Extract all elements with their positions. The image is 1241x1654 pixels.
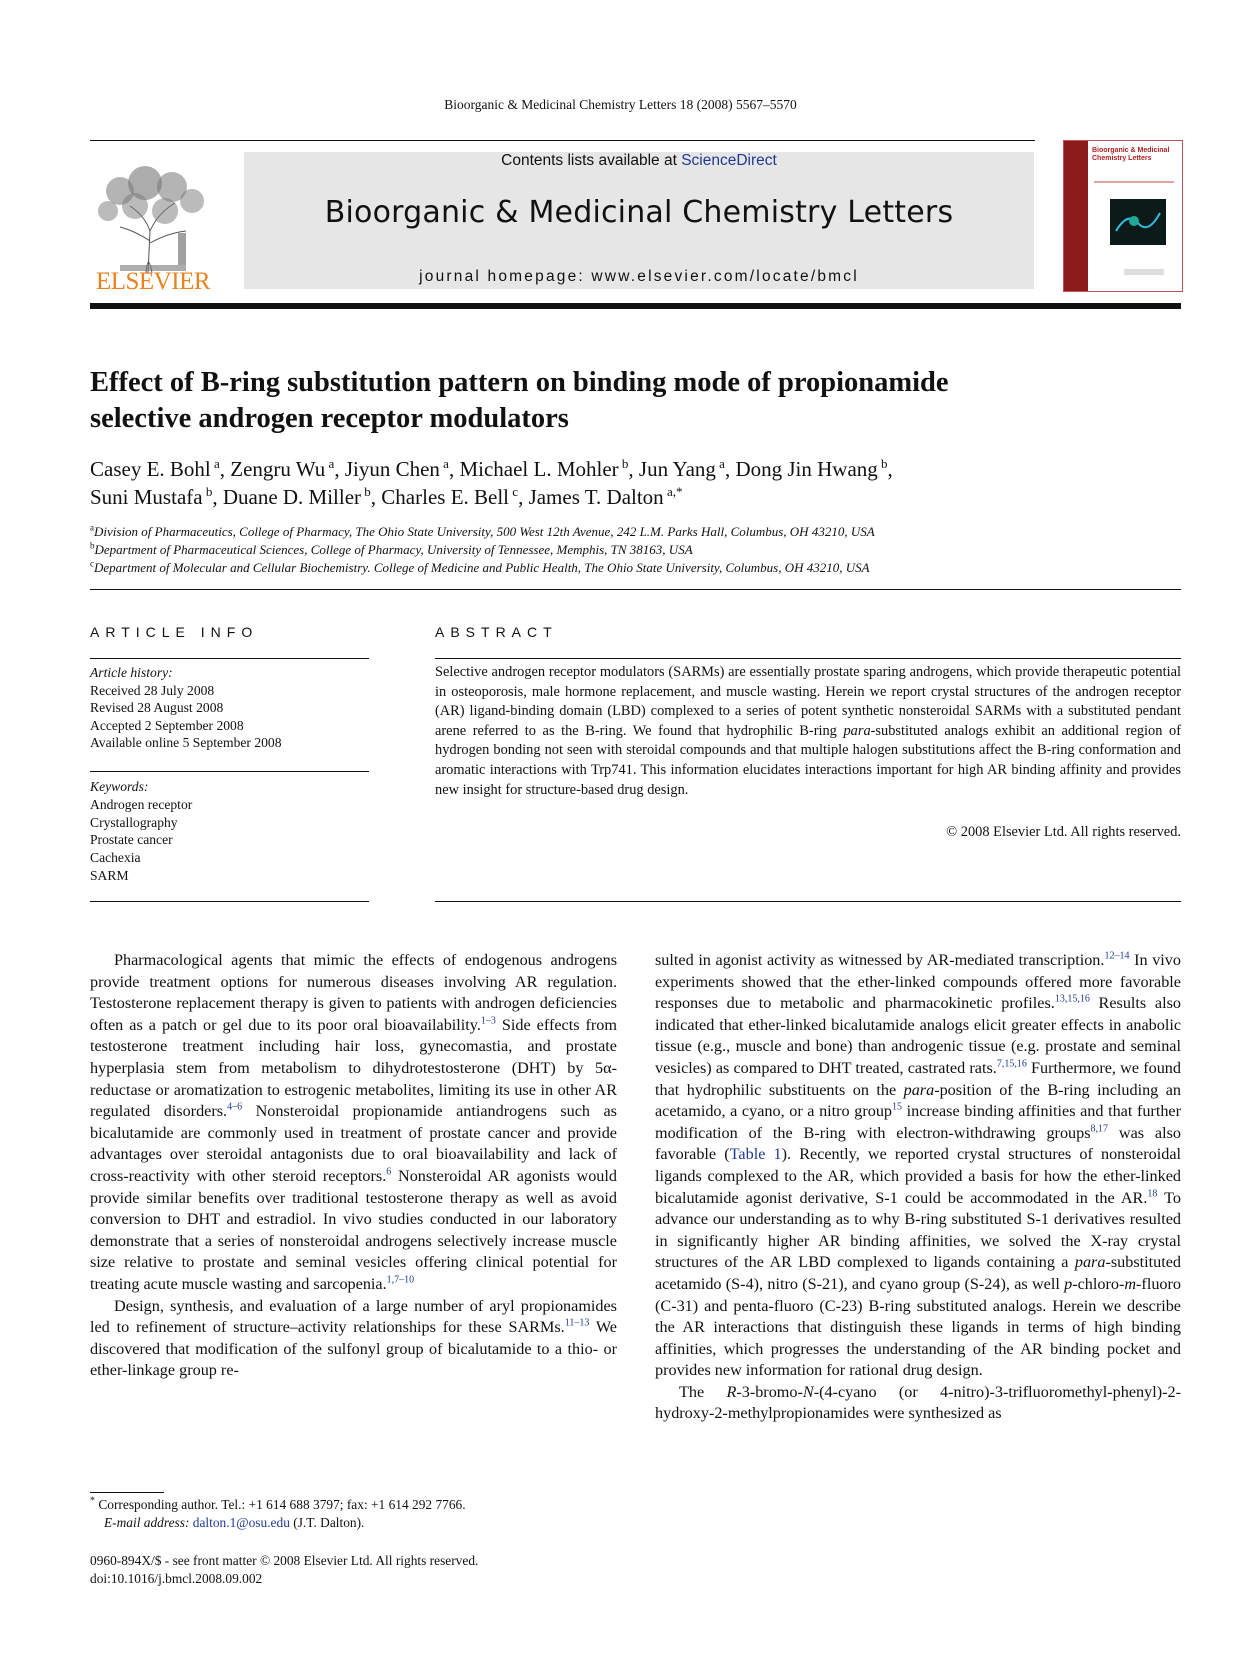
- issn-line: 0960-894X/$ - see front matter © 2008 Elsevier Ltd. All rights reserved.: [90, 1553, 479, 1568]
- body-text: Side effects from testosterone treatment including hair loss, gynecomastia, and prostate hyperplasia stem from metabolism to dihydrotestosterone (DHT) by 5α-reductase or aromatization to estrogenic metabolites, limiting its use in other AR regulated disorders.: [90, 1015, 617, 1121]
- history-list: [90, 682, 369, 752]
- article-title-line1: Effect of B-ring substitution pattern on binding mode of propionamide: [90, 367, 949, 398]
- affiliation-rule: [90, 589, 1181, 590]
- author-name: Duane D. Miller: [222, 485, 362, 509]
- sciencedirect-link[interactable]: ScienceDirect: [681, 152, 777, 169]
- citation-link[interactable]: 1,7–10: [386, 1274, 415, 1286]
- contents-line: [244, 152, 1034, 170]
- affiliation: [90, 523, 1190, 541]
- citation-link[interactable]: 12–14: [1104, 950, 1130, 962]
- keywords-list: [90, 796, 369, 885]
- article-info-rule: [90, 658, 369, 659]
- affiliation-text: Department of Pharmaceutical Sciences, College of Pharmacy, University of Tennessee, Memphis, TN 38163, USA: [94, 542, 693, 557]
- abstract-text: [435, 663, 1181, 800]
- body-text: -position of the B-ring including an acetamido, a cyano, or a nitro group: [655, 1080, 1181, 1121]
- email-label: E-mail address:: [104, 1514, 193, 1530]
- affiliation: [90, 559, 1190, 577]
- contents-prefix: Contents lists available at: [501, 152, 682, 169]
- history-item: Accepted 2 September 2008: [90, 717, 244, 733]
- body-text: -(4-cyano (or 4-nitro)-3-trifluoromethyl-phenyl)-2-hydroxy-2-methylpropionamides were synthesized as: [655, 1382, 1181, 1423]
- citation-link[interactable]: 15: [892, 1101, 903, 1113]
- body-text: Furthermore, we found that hydrophilic substituents on the: [655, 1058, 1181, 1099]
- citation-link[interactable]: 1–3: [480, 1015, 496, 1027]
- header-thick-rule: [90, 303, 1181, 309]
- affiliation-list: [90, 523, 1190, 577]
- citation-link[interactable]: 8,17: [1090, 1123, 1109, 1135]
- abstract-copyright: © 2008 Elsevier Ltd. All rights reserved.: [946, 824, 1181, 840]
- abstract-part-b: -substituted analogs exhibit an additional region of hydrogen bonding not seen with steroidal compounds and that multiple halogen substitutions affect the B-ring conformation and aromatic interactions with Trp741. This information elucidates interactions important for high AR binding affinity and provides new insight for structure-based drug design.: [435, 722, 1181, 798]
- keyword-item: Androgen receptor: [90, 796, 193, 812]
- affiliation-text: Division of Pharmaceutics, College of Pharmacy, The Ohio State University, 500 West 12th Avenue, 242 L.M. Parks Hall, Columbus, OH 43210, USA: [94, 524, 875, 539]
- body-text: Nonsteroidal AR agonists would provide similar benefits over traditional testosterone therapy as well as avoid conversion to DHT and estradiol. In vivo studies conducted in our laboratory demonstrate that a series of nonsteroidal androgens selectively increase muscle size relative to prostate and seminal vesicles offering clinical potential for treating acute muscle wasting and sarcopenia.: [90, 1166, 617, 1293]
- journal-cover-thumbnail: [1063, 140, 1183, 292]
- author-name: Suni Mustafa: [90, 485, 203, 509]
- journal-citation: Bioorganic & Medicinal Chemistry Letters 18 (2008) 5567–5570: [444, 97, 797, 112]
- journal-homepage[interactable]: journal homepage: www.elsevier.com/locate/bmcl: [419, 268, 859, 285]
- author-name: Michael L. Mohler: [459, 457, 619, 481]
- history-item: Available online 5 September 2008: [90, 735, 282, 750]
- author-name: Jiyun Chen: [344, 457, 440, 481]
- citation-link[interactable]: 6: [386, 1166, 392, 1178]
- abstract-part-a: Selective androgen receptor modulators (SARMs) are essentially prostate sparing androgens, which provide therapeutic potential in osteoporosis, male hormone replacement, and muscle wasting. Herein we report crystal structures of the androgen receptor (AR) ligand-binding domain (LBD) complexed to a series of potent synthetic nonsteroidal SARMs with a substituted pendant arene referred to as the B-ring. We found that hydrophilic B-ring: [435, 664, 1181, 739]
- author-name: Zengru Wu: [230, 457, 326, 481]
- citation-link[interactable]: 13,15,16: [1054, 993, 1090, 1005]
- keyword-item: Prostate cancer: [90, 832, 173, 848]
- author-separator: ,: [887, 457, 893, 481]
- author-name: Jun Yang: [638, 457, 716, 481]
- author-affiliation-mark: b: [361, 484, 371, 499]
- affiliation-mark: c: [90, 558, 94, 569]
- body-text: Design, synthesis, and evaluation of a large number of aryl propionamides led to refinement of structure–activity relationships for these SARMs.: [90, 1296, 617, 1337]
- author-list: [90, 455, 1190, 511]
- email-link[interactable]: dalton.1@osu.edu: [192, 1514, 290, 1530]
- author-affiliation-mark: a: [715, 456, 725, 471]
- affiliation-mark: a: [90, 522, 94, 533]
- header-top-rule: [90, 140, 1035, 141]
- body-text: We discovered that modification of the sulfonyl group of bicalutamide to a thio- or ether-linkage group re-: [90, 1318, 617, 1380]
- italic-term: m: [1124, 1274, 1137, 1293]
- author-separator: ,: [212, 485, 223, 509]
- author-affiliation-mark: c: [509, 484, 519, 499]
- keywords-section: [90, 778, 369, 885]
- journal-banner: [244, 152, 1034, 289]
- italic-term: para: [903, 1080, 935, 1099]
- history-item: Revised 28 August 2008: [90, 700, 224, 715]
- body-text: -fluoro (C-31) and penta-fluoro (C-23) B-ring substituted analogs. Herein we describe the AR interactions that distinguish these ligands in terms of high binding affinities, which progresses the understanding of the AR binding pocket and provides new information for rational drug design.: [655, 1274, 1181, 1380]
- affiliation: [90, 541, 1190, 559]
- corresponding-text: Corresponding author. Tel.: +1 614 688 3797; fax: +1 614 292 7766.: [95, 1497, 466, 1512]
- email-suffix: (J.T. Dalton).: [289, 1514, 365, 1530]
- citation-link[interactable]: 18: [1147, 1188, 1158, 1200]
- author-name: Charles E. Bell: [381, 485, 510, 509]
- author-affiliation-mark: a: [210, 456, 220, 471]
- article-info-bottom-rule: [90, 901, 369, 902]
- citation-link[interactable]: 11–13: [564, 1317, 590, 1329]
- journal-name: Bioorganic & Medicinal Chemistry Letters: [324, 195, 954, 230]
- article-title: [90, 365, 1190, 437]
- journal-cover-art: [1064, 141, 1182, 291]
- history-item: Received 28 July 2008: [90, 682, 215, 698]
- body-paragraph: [90, 950, 617, 1296]
- body-paragraph: [655, 950, 1181, 1382]
- author-separator: ,: [219, 457, 231, 481]
- author-affiliation-mark: a: [439, 456, 449, 471]
- email-line: [90, 1514, 610, 1532]
- keywords-rule: [90, 771, 369, 772]
- body-text: -3-bromo-: [736, 1382, 803, 1401]
- table-reference-link[interactable]: Table 1: [729, 1145, 782, 1164]
- body-column-left: [90, 950, 617, 1382]
- author-separator: ,: [724, 457, 736, 481]
- italic-term: para: [1074, 1253, 1106, 1272]
- body-paragraph: [655, 1382, 1181, 1425]
- body-text: In vivo experiments showed that the ether-linked compounds offered more favorable responses due to metabolic and pharmacokinetic profiles.: [655, 951, 1181, 1013]
- article-info-heading: ARTICLE INFO: [90, 624, 259, 640]
- keyword-item: Cachexia: [90, 850, 141, 866]
- cover-title: Bioorganic & Medicinal Chemistry Letters: [1092, 147, 1170, 162]
- elsevier-wordmark: ELSEVIER: [95, 268, 211, 295]
- italic-term: p: [1064, 1274, 1073, 1293]
- body-text: Results also indicated that ether-linked bicalutamide analogs elicit greater effects in anabolic tissue (e.g., muscle and bone) than androgenic tissue (e.g. prostate and seminal vesicles) as compared to DHT treated, castrated rats.: [655, 994, 1182, 1077]
- author-separator: ,: [334, 457, 345, 481]
- body-text: increase binding affinities and that further modification of the B-ring with electron-withdrawing groups: [655, 1102, 1181, 1142]
- author-affiliation-mark: a,*: [663, 484, 683, 499]
- article-title-line2: selective androgen receptor modulators: [90, 403, 569, 434]
- author-name: James T. Dalton: [528, 485, 664, 509]
- author-affiliation-mark: b: [877, 456, 888, 471]
- citation-link[interactable]: 7,15,16: [996, 1058, 1027, 1070]
- front-matter-info: [90, 1552, 610, 1587]
- author-affiliation-mark: b: [202, 484, 213, 499]
- history-label: Article history:: [90, 665, 173, 680]
- italic-term: R: [726, 1382, 737, 1401]
- author-name: Dong Jin Hwang: [735, 457, 878, 481]
- author-separator: ,: [628, 457, 639, 481]
- corresponding-author: [90, 1496, 610, 1514]
- body-paragraph: [90, 1296, 617, 1382]
- author-affiliation-mark: a: [325, 456, 335, 471]
- author-separator: ,: [448, 457, 460, 481]
- keyword-item: SARM: [90, 867, 129, 883]
- abstract-italic: para: [843, 722, 871, 739]
- abstract-bottom-rule: [435, 901, 1181, 902]
- body-text: was also favorable (: [655, 1123, 1181, 1164]
- author-affiliation-mark: b: [618, 456, 629, 471]
- body-text: To advance our understanding as to why B-ring substituted S-1 derivatives resulted in significantly higher AR binding affinities, we solved the X-ray crystal structures of the AR LBD complexed to ligands containing a: [655, 1188, 1182, 1272]
- italic-term: N: [802, 1382, 814, 1401]
- body-text: The: [679, 1382, 727, 1401]
- author-separator: ,: [518, 485, 529, 509]
- body-text: ). Recently, we reported crystal structures of nonsteroidal ligands complexed to the AR, which provided a basis for how the ether-linked bicalutamide agonist derivative, S-1 could be accommodated in the AR.: [655, 1145, 1182, 1207]
- body-text: Nonsteroidal propionamide antiandrogens such as bicalutamide are commonly used in treatment of prostate cancer and provide advantages over steroidal antagonists due to oral bioavailability and lack of cross-reactivity with other steroid receptors.: [90, 1102, 617, 1185]
- corresponding-footnote: [90, 1496, 610, 1531]
- affiliation-text: Department of Molecular and Cellular Biochemistry. College of Medicine and Public Health, The Ohio State University, Columbus, OH 43210, USA: [94, 560, 870, 575]
- footnote-rule: [90, 1492, 164, 1493]
- abstract-rule: [435, 658, 1181, 659]
- author-separator: ,: [370, 485, 382, 509]
- abstract-heading: ABSTRACT: [435, 624, 558, 640]
- footnote-star: *: [90, 1495, 95, 1507]
- body-column-right: [655, 950, 1181, 1425]
- keywords-label: Keywords:: [90, 779, 149, 794]
- affiliation-mark: b: [90, 540, 95, 551]
- body-text: -substituted acetamido (S-4), nitro (S-21), and cyano group (S-24), as well: [655, 1253, 1181, 1293]
- body-text: -chloro-: [1072, 1274, 1125, 1293]
- article-history: [90, 664, 369, 752]
- doi-line[interactable]: doi:10.1016/j.bmcl.2008.09.002: [90, 1570, 263, 1586]
- body-text: Pharmacological agents that mimic the effects of endogenous androgens provide treatment options for numerous diseases involving AR regulation. Testosterone replacement therapy is given to patients with androgen deficiencies often as a patch or gel due to its poor oral bioavailability.: [90, 951, 617, 1034]
- keyword-item: Crystallography: [90, 814, 178, 830]
- body-text: sulted in agonist activity as witnessed by AR-mediated transcription.: [655, 951, 1105, 969]
- author-name: Casey E. Bohl: [90, 457, 211, 481]
- citation-link[interactable]: 4–6: [227, 1101, 243, 1113]
